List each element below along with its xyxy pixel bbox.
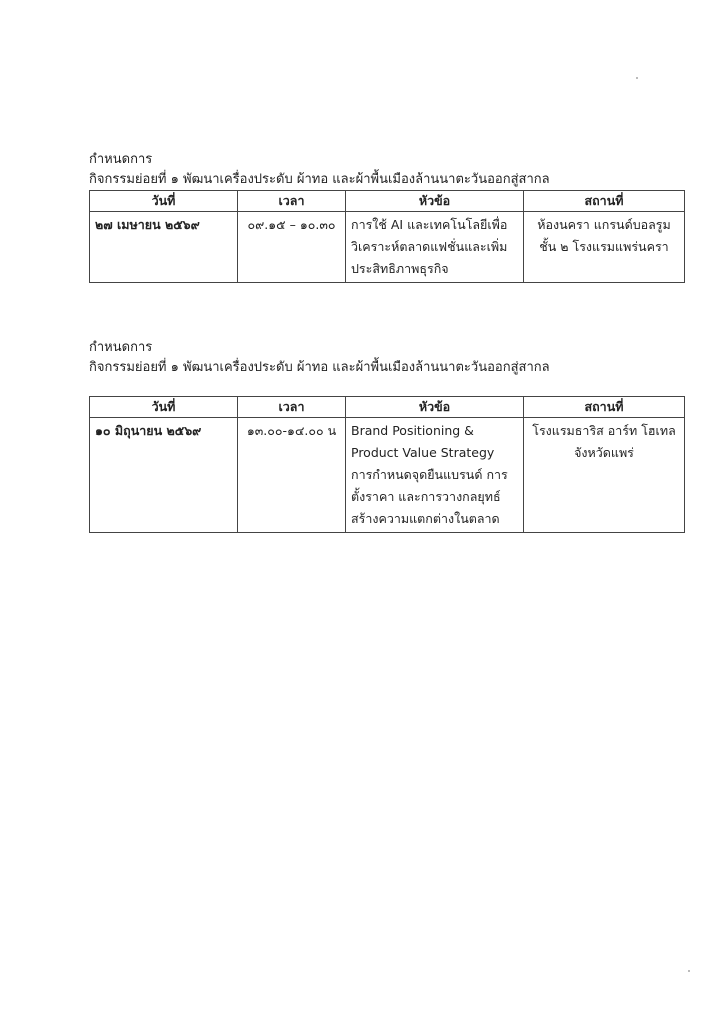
schedule-label: กำหนดการ [89, 340, 153, 355]
cell-date: ๒๗ เมษายน ๒๕๖๙ [90, 212, 238, 283]
schedule-table [89, 190, 685, 283]
cell-time: ๐๙.๑๕ – ๑๐.๓๐ [238, 212, 346, 283]
cell-topic: การใช้ AI และเทคโนโลยีเพื่อวิเคราะห์ตลาดแฟชั่นและเพิ่มประสิทธิภาพธุรกิจ [346, 212, 524, 283]
schedule-block-1 [89, 150, 684, 283]
header-place: สถานที่ [524, 191, 685, 212]
activity-title: กิจกรรมย่อยที่ ๑ พัฒนาเครื่องประดับ ผ้าทอ และผ้าพื้นเมืองล้านนาตะวันออกสู่สากล [89, 360, 550, 375]
table-row [90, 418, 685, 533]
schedule-table [89, 396, 685, 533]
table-header-row [90, 191, 685, 212]
cell-place: โรงแรมธาริส อาร์ท โฮเทล จังหวัดแพร่ [524, 418, 685, 533]
schedule-label: กำหนดการ [89, 152, 153, 167]
header-date: วันที่ [90, 191, 238, 212]
scan-speck [636, 77, 638, 79]
header-place: สถานที่ [524, 397, 685, 418]
activity-title: กิจกรรมย่อยที่ ๑ พัฒนาเครื่องประดับ ผ้าทอ และผ้าพื้นเมืองล้านนาตะวันออกสู่สากล [89, 172, 550, 187]
cell-time: ๑๓.๐๐-๑๔.๐๐ น [238, 418, 346, 533]
header-time: เวลา [238, 191, 346, 212]
schedule-block-2 [89, 338, 684, 533]
cell-topic: Brand Positioning & Product Value Strategy การกำหนดจุดยืนแบรนด์ การตั้งราคา และการวางกลยุทธ์สร้างความแตกต่างในตลาด [346, 418, 524, 533]
cell-place: ห้องนครา แกรนด์บอลรูม ชั้น ๒ โรงแรมแพร่นครา [524, 212, 685, 283]
table-row [90, 212, 685, 283]
header-time: เวลา [238, 397, 346, 418]
header-topic: หัวข้อ [346, 191, 524, 212]
table-header-row [90, 397, 685, 418]
header-date: วันที่ [90, 397, 238, 418]
cell-date: ๑๐ มิถุนายน ๒๕๖๙ [90, 418, 238, 533]
scan-speck [688, 970, 690, 972]
header-topic: หัวข้อ [346, 397, 524, 418]
